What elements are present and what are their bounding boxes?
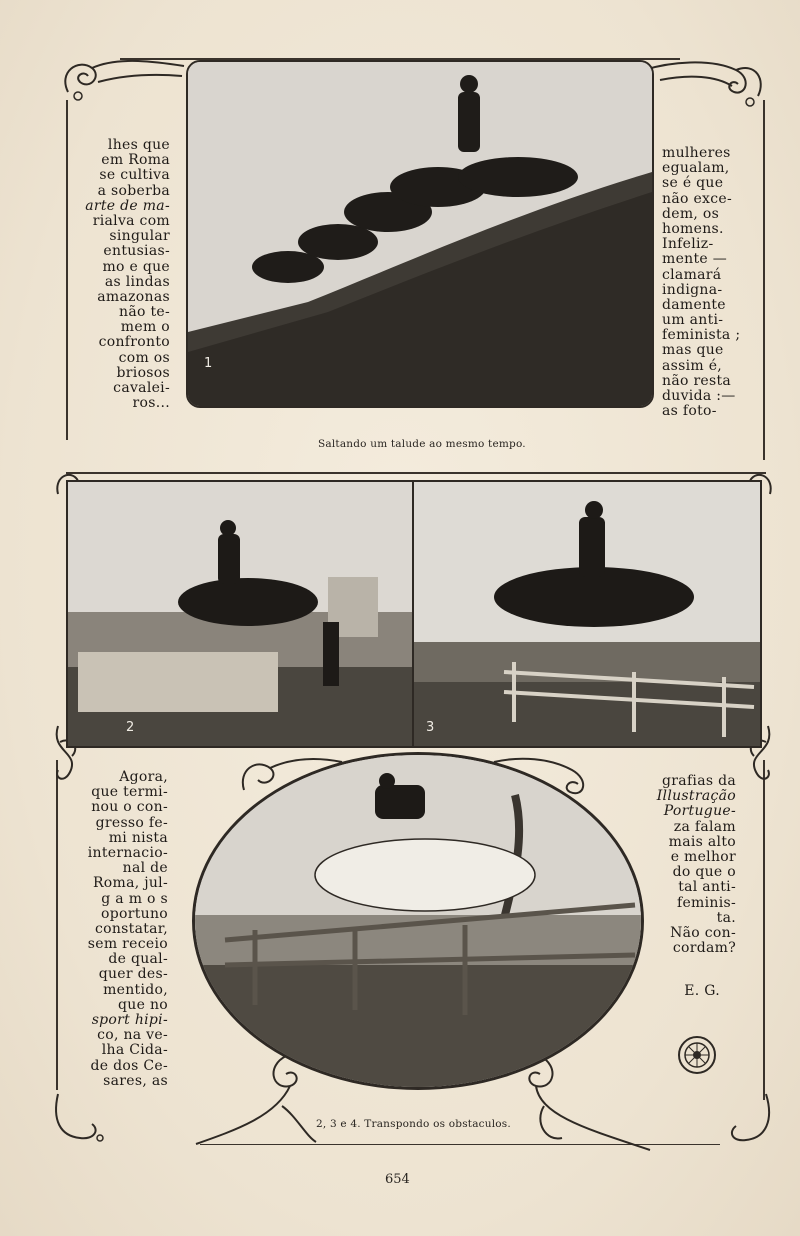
text-line: damente (662, 296, 726, 313)
text-line: oportuno (101, 905, 168, 922)
photo-3-illustration (414, 482, 760, 746)
text-line: co, na ve- (97, 1027, 168, 1044)
photo-2-number: 2 (126, 720, 135, 735)
corner-ornament-bottom-left-icon (50, 1090, 110, 1146)
text-line: e melhor (670, 848, 736, 865)
photo-1-illustration (188, 62, 652, 406)
text-line: Portugue- (663, 803, 736, 820)
text-line: quer des- (98, 966, 168, 983)
text-line: a soberba (97, 182, 170, 199)
text-line: mi nista (108, 829, 168, 846)
text-line: Infeliz- (662, 236, 714, 253)
text-line: em Roma (101, 152, 170, 169)
text-line: rialva com (92, 212, 170, 229)
page-number: 654 (385, 1172, 410, 1187)
text-line: não exce- (662, 190, 732, 207)
text-column-1 (80, 138, 170, 411)
frame-line-right-bottom (763, 760, 765, 1100)
text-line: se cultiva (99, 167, 170, 184)
frame-line-mid (66, 472, 766, 474)
text-line: briosos (116, 364, 170, 381)
text-line: não resta (662, 372, 732, 389)
text-line: Roma, jul- (92, 875, 168, 892)
text-line: Illustração (656, 788, 736, 805)
text-line: arte de ma- (85, 197, 170, 214)
text-column-2 (662, 146, 758, 419)
text-line: mulheres (662, 145, 731, 161)
corner-ornament-top-left-icon (58, 52, 188, 108)
text-line: g a m o s (101, 890, 168, 907)
photo-rider-jumping-stone-wall (66, 480, 414, 748)
photo-4-illustration (195, 755, 641, 1087)
text-line: feminista ; (662, 327, 741, 344)
text-line: homens. (662, 220, 724, 237)
photo-1-number: 1 (204, 356, 213, 371)
text-line: amazonas (97, 288, 170, 305)
text-line: de qual- (108, 951, 168, 968)
text-line: nal de (122, 860, 168, 877)
text-line: Agora, (119, 769, 168, 785)
text-line: singular (109, 228, 170, 245)
text-line: duvida :— (662, 388, 736, 404)
text-line: com os (118, 349, 170, 366)
text-line: mentido, (103, 981, 168, 998)
text-line: entusias- (103, 243, 170, 260)
text-line: tal anti- (678, 879, 736, 896)
text-line: lha Cida- (101, 1042, 168, 1059)
text-line: se é que (662, 175, 724, 192)
text-line: nou o con- (91, 799, 168, 816)
photo-3-number: 3 (426, 720, 435, 735)
text-line: mem o (120, 319, 170, 336)
text-line: ros... (132, 395, 170, 412)
text-line: sem receio (87, 936, 168, 953)
text-column-4 (640, 774, 736, 956)
text-line: internacio- (87, 844, 168, 861)
text-line: dem, os (662, 205, 720, 222)
caption-bottom: 2, 3 e 4. Transpondo os obstaculos. (316, 1118, 511, 1130)
text-line: grafias da (662, 773, 736, 789)
text-line: Não con- (670, 924, 736, 941)
text-line: mais alto (668, 833, 736, 850)
text-line: sport hipi- (91, 1012, 168, 1028)
text-line: gresso fe- (95, 814, 168, 831)
frame-line-left-bottom (56, 760, 58, 1090)
text-line: indigna- (662, 281, 723, 298)
text-line: constatar, (94, 920, 168, 937)
photo-2-illustration (68, 482, 412, 746)
text-line: lhes que (107, 137, 170, 153)
text-line: as lindas (104, 273, 170, 290)
text-line: mo e que (102, 258, 170, 275)
text-line: confronto (98, 334, 170, 351)
text-line: que termi- (91, 784, 168, 801)
frame-line-left-top (66, 100, 68, 440)
photo-riders-jumping-embankment (186, 60, 654, 408)
caption-top: Saltando um talude ao mesmo tempo. (318, 438, 526, 450)
photo-rider-jumping-fence (412, 480, 762, 748)
text-line: cordam? (672, 940, 736, 957)
text-line: um anti- (662, 312, 724, 329)
text-line: não te- (119, 304, 170, 321)
text-line: que no (118, 996, 168, 1013)
text-line: cavalei- (113, 380, 170, 396)
text-line: za falam (673, 818, 736, 835)
text-line: mas que (662, 342, 724, 359)
photo-rider-jumping-white-horse (192, 752, 644, 1090)
text-line: egualam, (662, 160, 730, 177)
corner-ornament-bottom-right-icon (720, 1090, 780, 1150)
rosette-icon (676, 1034, 718, 1076)
text-line: clamará (662, 266, 722, 283)
text-line: de dos Ce- (90, 1057, 168, 1074)
text-line: ta. (716, 909, 736, 926)
text-column-3 (72, 770, 168, 1089)
text-line: feminis- (676, 894, 736, 911)
text-line: mente — (662, 251, 728, 268)
text-line: sares, as (103, 1072, 168, 1089)
text-line: as foto- (662, 403, 717, 420)
corner-ornament-top-right-icon (640, 52, 770, 112)
frame-line-right-top (763, 100, 765, 460)
text-line: do que o (672, 864, 736, 881)
author-signature: E. G. (684, 983, 720, 999)
text-line: assim é, (662, 357, 723, 374)
